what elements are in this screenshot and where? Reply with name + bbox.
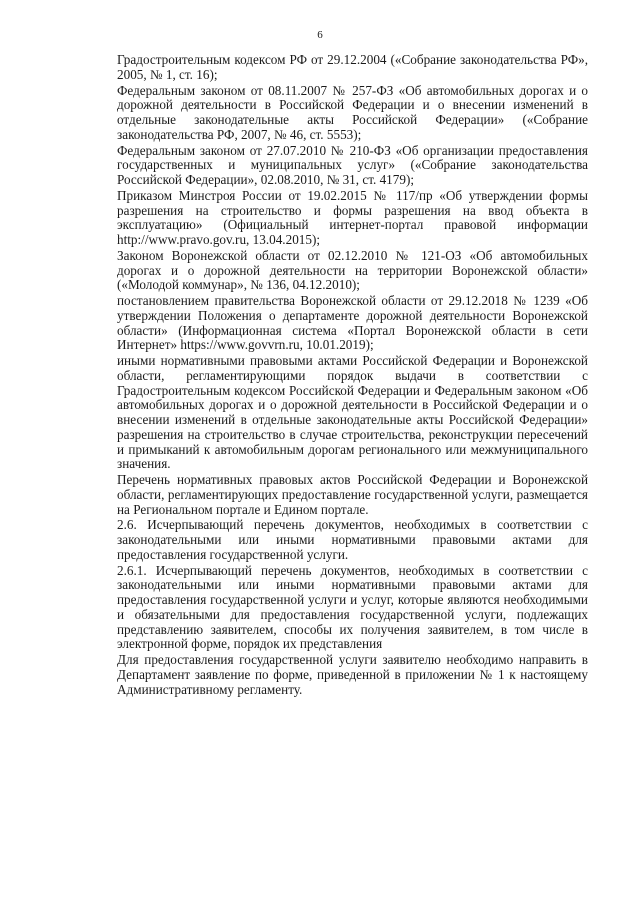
paragraph-minstroy-order: Приказом Минстроя России от 19.02.2015 № 117/пр «Об утверждении формы разрешения на строительство и формы разрешения на ввод объекта в эксплуатацию» (Официальный интернет-портал правовой информации http://www.pravo.gov.ru, 13.04.2015); xyxy=(117,187,588,247)
paragraph-town-planning-code: Градостроительным кодексом РФ от 29.12.2004 («Собрание законодательства РФ», 2005, № 1, ст. 16); xyxy=(117,52,588,82)
paragraph-federal-law-210: Федеральным законом от 27.07.2010 № 210-ФЗ «Об организации предоставления государственных и муниципальных услуг» («Собрание законодательства Российской Федерации», 02.08.2010, № 31, ст. 4179); xyxy=(117,142,588,187)
paragraph-acts-list-publication: Перечень нормативных правовых актов Российской Федерации и Воронежской области, регламентирующих предоставление государственной услуги, размещается на Региональном портале и Едином портале. xyxy=(117,472,588,517)
paragraph-voronezh-law-121: Законом Воронежской области от 02.12.2010 № 121-ОЗ «Об автомобильных дорогах и о дорожной деятельности на территории Воронежской области» («Молодой коммунар», № 136, 04.12.2010); xyxy=(117,247,588,293)
document-body xyxy=(117,53,588,698)
paragraph-section-2-6: 2.6. Исчерпывающий перечень документов, необходимых в соответствии с законодательными или иными нормативными правовыми актами для предоставления государственной услуги. xyxy=(117,517,588,562)
paragraph-voronezh-resolution-1239: постановлением правительства Воронежской области от 29.12.2018 № 1239 «Об утверждении Положения о департаменте дорожной деятельности Воронежской области» (Информационная система «Портал Воронежской области в сети Интернет» https://www.govvrn.ru, 10.01.2019); xyxy=(117,293,588,353)
page-number: 6 xyxy=(317,29,323,41)
paragraph-application-requirement: Для предоставления государственной услуги заявителю необходимо направить в Департамент заявление по форме, приведенной в приложении № 1 к настоящему Административному регламенту. xyxy=(117,652,588,697)
paragraph-other-normative-acts: иными нормативными правовыми актами Российской Федерации и Воронежской области, регламентирующими порядок выдачи в соответствии с Градостроительным кодексом Российской Федерации и Федеральным законом «Об автомобильных дорогах и о дорожной деятельности в Российской Федерации и о внесении изменений в отдельные законодательные акты Российской Федерации» разрешения на строительство в случае строительства, реконструкции пересечений и примыканий к автомобильным дорогам регионального или межмуниципального значения. xyxy=(117,353,588,472)
paragraph-federal-law-257: Федеральным законом от 08.11.2007 № 257-ФЗ «Об автомобильных дорогах и о дорожной деятельности в Российской Федерации и о внесении изменений в отдельные законодательные акты Российской Федерации» («Собрание законодательства РФ, 2007, № 46, ст. 5553); xyxy=(117,82,588,142)
paragraph-section-2-6-1: 2.6.1. Исчерпывающий перечень документов, необходимых в соответствии с законодательными или иными нормативными правовыми актами для предоставления государственной услуги и услуг, которые являются необходимыми и обязательными для предоставления государственной услуги, подлежащих представлению заявителем, способы их получения заявителем, в том числе в электронной форме, порядок их представления xyxy=(117,562,588,652)
